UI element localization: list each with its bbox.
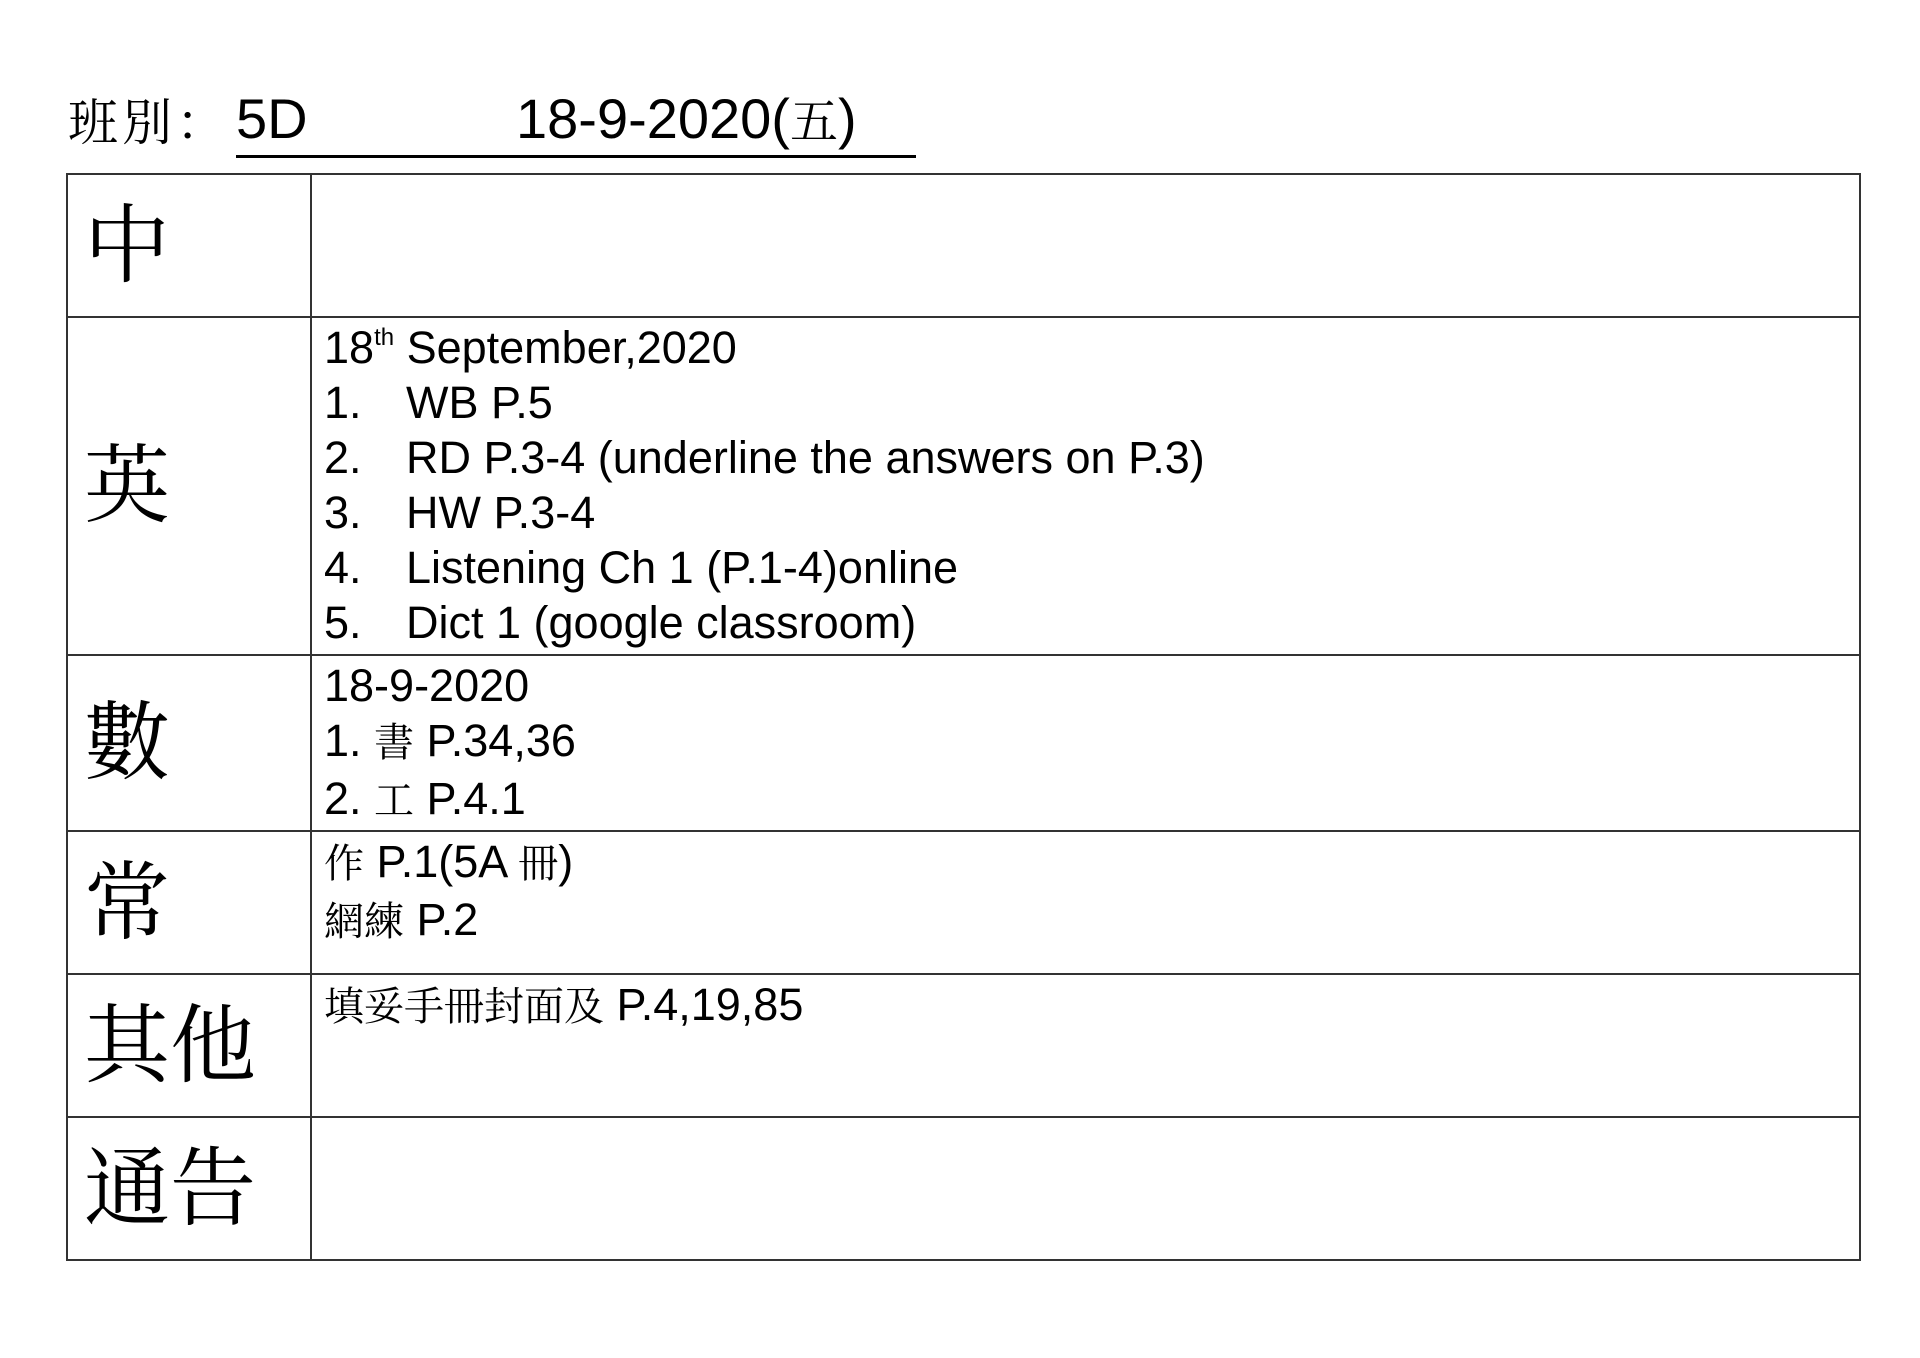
row-english <box>67 317 1860 655</box>
row-others <box>67 974 1860 1117</box>
list-item <box>324 375 1847 430</box>
item-cjk: 工 <box>374 778 415 824</box>
general-cjk-2: 網練 <box>324 899 404 945</box>
weekday: 五 <box>789 94 838 150</box>
item-text: WB P.5 <box>406 377 553 428</box>
item-number: 5. <box>324 597 362 648</box>
general-end-1: ) <box>558 836 574 887</box>
general-line-1 <box>324 834 1847 892</box>
item-number: 4. <box>324 542 362 593</box>
date-close: ) <box>837 87 857 150</box>
list-item <box>324 713 1847 771</box>
date-value <box>516 87 857 150</box>
row-general <box>67 831 1860 974</box>
list-item <box>324 771 1847 829</box>
content-notices <box>311 1117 1860 1260</box>
english-date-sup: th <box>374 324 395 351</box>
content-others <box>311 974 1860 1117</box>
english-date-day: 18 <box>324 322 375 373</box>
class-value: 5D <box>236 87 308 150</box>
content-chinese <box>311 174 1860 317</box>
row-chinese <box>67 174 1860 317</box>
list-item <box>324 485 1847 540</box>
subject-others: 其他 <box>67 974 311 1117</box>
general-cjk-1: 作 <box>324 841 364 887</box>
item-number: 2. <box>324 773 362 824</box>
subject-english: 英 <box>67 317 311 655</box>
content-math <box>311 655 1860 831</box>
list-item <box>324 540 1847 595</box>
item-text: Dict 1 (google classroom) <box>406 597 917 648</box>
item-text: P.4.1 <box>414 773 526 824</box>
item-number: 1. <box>324 715 362 766</box>
subject-chinese: 中 <box>67 174 311 317</box>
row-math <box>67 655 1860 831</box>
item-text: HW P.3-4 <box>406 487 596 538</box>
content-general <box>311 831 1860 974</box>
general-cjk-1b: 冊 <box>518 841 559 887</box>
homework-table <box>66 173 1861 1261</box>
item-cjk: 書 <box>374 720 415 766</box>
others-line <box>324 977 1847 1035</box>
header <box>68 78 916 158</box>
subject-general: 常 <box>67 831 311 974</box>
item-number: 1. <box>324 377 362 428</box>
date-text: 18-9-2020( <box>516 87 790 150</box>
subject-math: 數 <box>67 655 311 831</box>
class-label: 班別： <box>68 94 230 152</box>
math-date: 18-9-2020 <box>324 660 530 711</box>
item-text: RD P.3-4 (underline the answers on P.3) <box>406 432 1205 483</box>
class-date-field <box>236 81 916 158</box>
row-notices <box>67 1117 1860 1260</box>
others-cjk: 填妥手冊封面及 <box>324 984 604 1030</box>
item-number: 2. <box>324 432 362 483</box>
item-text: Listening Ch 1 (P.1-4)online <box>406 542 959 593</box>
general-text-2: P.2 <box>404 894 479 945</box>
english-date <box>324 320 1847 375</box>
english-date-rest: September,2020 <box>394 322 737 373</box>
list-item <box>324 430 1847 485</box>
subject-notices: 通告 <box>67 1117 311 1260</box>
item-text: P.34,36 <box>414 715 576 766</box>
general-line-2 <box>324 892 1847 950</box>
list-item <box>324 595 1847 650</box>
content-english <box>311 317 1860 655</box>
others-text: P.4,19,85 <box>604 979 804 1030</box>
general-text-1: P.1(5A <box>364 836 519 887</box>
item-number: 3. <box>324 487 362 538</box>
